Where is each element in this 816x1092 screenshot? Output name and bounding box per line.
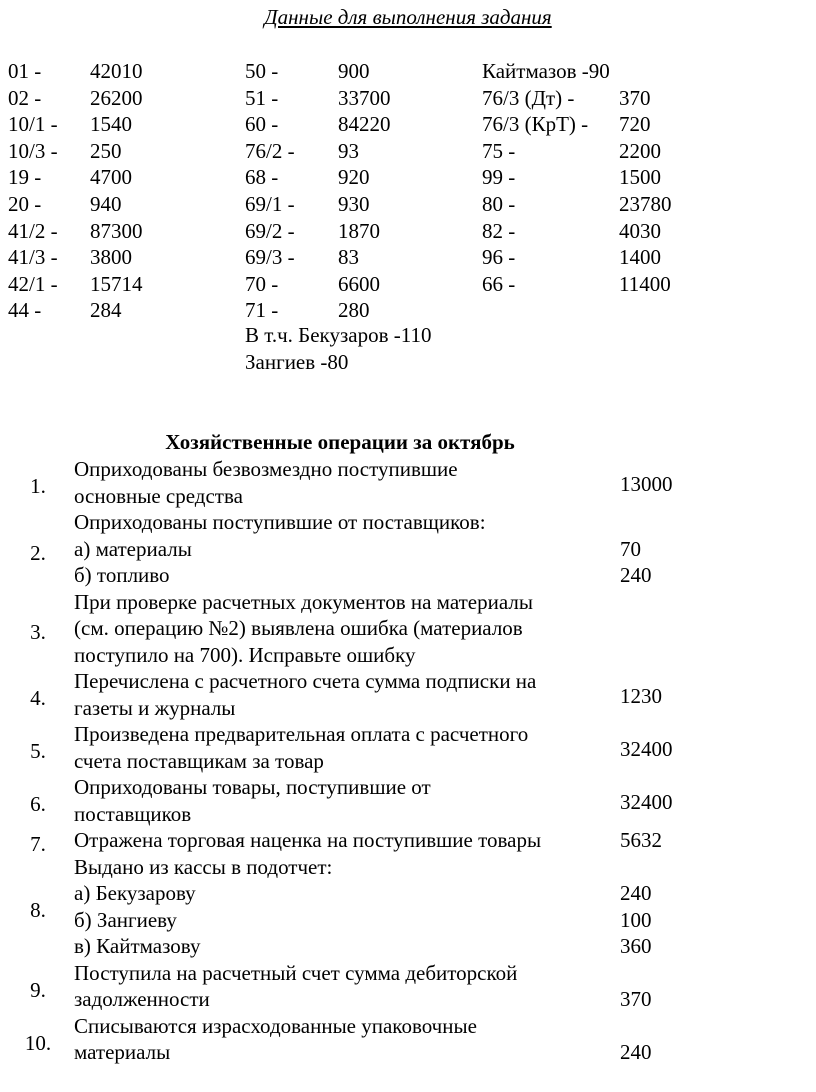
operation-number: 1. <box>30 474 46 499</box>
account-balance: 1870 <box>338 218 380 243</box>
operation-item <box>0 854 816 960</box>
operation-text: Отражена торговая наценка на поступившие товары <box>74 828 542 852</box>
operation-text: поставщиков <box>74 801 192 826</box>
operation-item <box>0 668 816 721</box>
operation-text: Произведена предварительная оплата с расчетного <box>74 722 529 746</box>
operation-text: а) материалы <box>74 536 192 561</box>
account-balance: 11400 <box>619 271 671 296</box>
operation-text: Перечислена с расчетного счета сумма подписки на <box>74 669 537 693</box>
account-balance: 250 <box>90 138 122 163</box>
account-code: 20 - <box>8 191 42 216</box>
operation-text: Выдано из кассы в подотчет: <box>74 854 333 879</box>
operations-title: Хозяйственные операции за октябрь <box>165 430 515 454</box>
account-code: 01 - <box>8 59 42 83</box>
account-balance: 87300 <box>90 218 143 243</box>
account-balance: 4030 <box>619 218 661 243</box>
operation-number: 10. <box>24 1030 52 1055</box>
account-balance: 1540 <box>90 112 132 137</box>
operation-amount: 240 <box>620 881 652 905</box>
operation-amount: 100 <box>620 907 652 932</box>
account-code: 19 - <box>8 165 42 190</box>
account-note: В т.ч. Бекузаров -110 <box>245 323 432 347</box>
operation-amount: 5632 <box>620 828 662 852</box>
operation-amount: 13000 <box>620 472 673 497</box>
account-code: 82 - <box>482 218 516 243</box>
account-balance: 1500 <box>619 165 661 190</box>
account-code: 50 - <box>245 59 279 83</box>
account-balance: 1400 <box>619 245 661 270</box>
account-code: 10/1 - <box>8 112 58 137</box>
operation-text: б) Зангиеву <box>74 907 177 932</box>
operation-text: Оприходованы товары, поступившие от <box>74 775 431 799</box>
account-code: 02 - <box>8 85 42 110</box>
operation-text: Списываются израсходованные упаковочные <box>74 1013 477 1038</box>
account-balance: 15714 <box>90 271 143 296</box>
account-balance: 33700 <box>338 85 391 110</box>
page-title: Данные для выполнения задания <box>264 5 552 29</box>
operation-item <box>0 827 816 854</box>
operation-amount: 240 <box>620 1040 652 1064</box>
account-code: 71 - <box>245 298 279 323</box>
account-code: 42/1 - <box>8 271 58 296</box>
account-code: 66 - <box>482 271 516 296</box>
account-code: 76/2 - <box>245 138 295 163</box>
account-code: 69/1 - <box>245 191 295 216</box>
account-code: 44 - <box>8 298 42 323</box>
operation-text: поступило на 700). Исправьте ошибку <box>74 642 416 667</box>
operation-text: основные средства <box>74 483 243 508</box>
account-balance: 920 <box>338 165 370 190</box>
operations-list <box>0 456 816 1066</box>
account-balance: 42010 <box>90 59 143 83</box>
account-balance: 284 <box>90 298 122 323</box>
operation-amount: 1230 <box>620 684 662 709</box>
operation-text: в) Кайтмазову <box>74 934 201 958</box>
account-code: 69/2 - <box>245 218 295 243</box>
operation-text: б) топливо <box>74 563 170 587</box>
operation-amount: 240 <box>620 563 652 587</box>
operation-number: 3. <box>30 620 46 644</box>
operation-amount: 370 <box>620 987 652 1011</box>
operation-item <box>0 509 816 589</box>
account-code: 99 - <box>482 165 516 190</box>
operation-number: 2. <box>30 540 46 565</box>
account-balance: 900 <box>338 59 370 83</box>
operation-text: Оприходованы поступившие от поставщиков: <box>74 510 486 534</box>
account-code: 75 - <box>482 138 516 163</box>
account-code: 10/3 - <box>8 138 58 163</box>
account-balance: 2200 <box>619 138 661 163</box>
account-balance: 3800 <box>90 245 132 270</box>
account-code: 76/3 (Дт) - <box>482 85 575 110</box>
account-code: 68 - <box>245 165 279 190</box>
account-balance: 84220 <box>338 112 391 137</box>
operation-number: 5. <box>30 739 46 764</box>
account-balance: 23780 <box>619 191 672 216</box>
account-code: 96 - <box>482 245 516 270</box>
account-code: 70 - <box>245 271 279 296</box>
operation-text: счета поставщикам за товар <box>74 748 324 773</box>
account-code: 41/2 - <box>8 218 58 243</box>
operation-amount: 70 <box>620 536 641 561</box>
operation-text: (см. операцию №2) выявлена ошибка (материалов <box>74 616 523 640</box>
operation-item <box>0 456 816 509</box>
account-balance: 280 <box>338 298 370 323</box>
operation-amount: 360 <box>620 934 652 958</box>
operation-item <box>0 1013 816 1066</box>
operation-text: газеты и журналы <box>74 695 236 720</box>
account-balance: 370 <box>619 85 651 110</box>
account-balance: 6600 <box>338 271 380 296</box>
operation-item <box>0 721 816 774</box>
account-code: Кайтмазов -90 <box>482 59 610 83</box>
account-code: 41/3 - <box>8 245 58 270</box>
account-code: 80 - <box>482 191 516 216</box>
operation-text: Оприходованы безвозмездно поступившие <box>74 457 458 481</box>
operation-item <box>0 589 816 669</box>
operation-number: 4. <box>30 686 46 711</box>
operation-number: 9. <box>30 977 46 1002</box>
account-balance: 930 <box>338 191 370 216</box>
account-balance: 940 <box>90 191 122 216</box>
account-balance: 720 <box>619 112 651 137</box>
operation-text: задолженности <box>74 987 210 1011</box>
account-balance: 4700 <box>90 165 132 190</box>
operation-text: При проверке расчетных документов на материалы <box>74 589 533 614</box>
account-code: 69/3 - <box>245 245 295 270</box>
operation-item <box>0 774 816 827</box>
account-balance: 26200 <box>90 85 143 110</box>
operation-text: а) Бекузарову <box>74 881 196 905</box>
account-code: 51 - <box>245 85 279 110</box>
operation-text: Поступила на расчетный счет сумма дебиторской <box>74 960 518 985</box>
operation-number: 6. <box>30 792 46 817</box>
account-balance: 93 <box>338 138 359 163</box>
account-code: 60 - <box>245 112 279 137</box>
operation-amount: 32400 <box>620 737 673 762</box>
operation-number: 7. <box>30 832 46 856</box>
account-balance: 83 <box>338 245 359 270</box>
account-note: Зангиев -80 <box>245 350 349 374</box>
account-code: 76/3 (КрТ) - <box>482 112 589 137</box>
operation-text: материалы <box>74 1040 171 1064</box>
operation-number: 8. <box>30 898 46 923</box>
operation-amount: 32400 <box>620 790 673 815</box>
operation-item <box>0 960 816 1013</box>
